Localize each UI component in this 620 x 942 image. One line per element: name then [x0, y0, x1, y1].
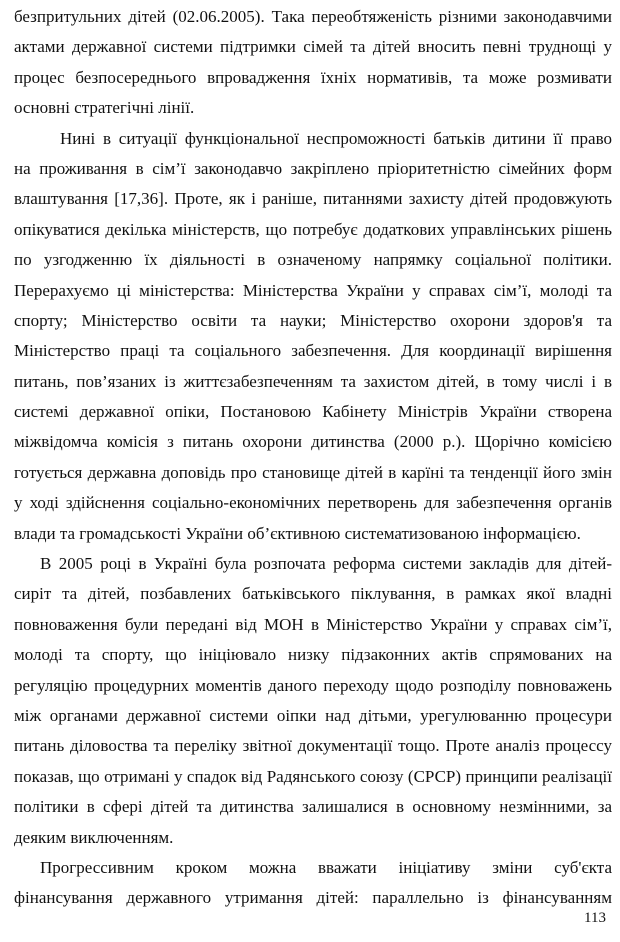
text-line: регуляцію процедурних моментів даного переходу щодо розподілу повноважень — [14, 675, 612, 695]
document-body — [14, 2, 612, 914]
text-line: влади та громадськості України об’єктивною систематизованою інформацією. — [14, 523, 581, 543]
paragraph — [14, 853, 612, 914]
text-line: молоді та спорту, що ініціювало низку підзаконних актів спрямованих на — [14, 645, 612, 665]
text-line: повноваження були передані від МОН в Міністерство України у справах сім’ї, — [14, 614, 612, 634]
text-line: фінансування державного утримання дітей: параллельно із фінансуванням — [14, 888, 612, 908]
text-line: по узгодженню їх діяльності в означеному напрямку соціальної політики. — [14, 250, 612, 270]
text-line: у ході здійснення соціально-економічних перетворень для забезпечення органів — [14, 493, 612, 513]
text-line: Прогрессивним кроком можна вважати ініціативу зміни суб'єкта — [40, 857, 612, 877]
text-line: опікуватися декілька міністерств, що потребує додаткових управлінських рішень — [14, 219, 612, 239]
text-line: спорту; Міністерство освіти та науки; Міністерство охорони здоров'я та — [14, 310, 612, 330]
text-line: на проживання в сім’ї законодавчо закріплено пріоритетністю сімейних форм — [14, 158, 612, 178]
text-line: системі державної опіки, Постановою Кабінету Міністрів України створена — [14, 402, 612, 422]
text-line: між органами державної системи оіпки над дітьми, урегулюванню процесури — [14, 705, 612, 725]
text-line: В 2005 році в Україні була розпочата реформа системи закладів для дітей- — [40, 554, 612, 574]
text-line: готується державна доповідь про становище дітей в карїні та тенденції його змін — [14, 462, 612, 482]
paragraph — [14, 549, 612, 853]
text-line: основні стратегічні лінії. — [14, 98, 195, 118]
paragraph — [14, 2, 612, 124]
text-line: Нині в ситуації функціональної неспроможності батьків дитини її право — [60, 128, 612, 148]
text-line: безпритульних дітей (02.06.2005). Така переобтяженість різними законодавчими — [14, 7, 612, 26]
text-line: деяким виключенням. — [14, 827, 174, 847]
text-line: влаштування [17,36]. Проте, як і раніше, питаннями захисту дітей продовжують — [14, 189, 612, 209]
text-line: показав, що отримані у спадок від Радянського союзу (СРСР) принципи реалізації — [14, 766, 612, 786]
text-line: міжвідомча комісія з питань охорони дитинства (2000 р.). Щорічно комісією — [14, 432, 612, 452]
text-line: сиріт та дітей, позбавлених батьківського піклування, в рамках якої владні — [14, 584, 612, 604]
text-line: питань діловоства та переліку звітної документації тощо. Проте аналіз процессу — [14, 736, 612, 756]
paragraph — [14, 124, 612, 549]
text-line: Міністерство праці та соціального забезпечення. Для координації вирішення — [14, 341, 612, 361]
text-line: питань, пов’язаних із життєзабезпеченням та захистом дітей, в тому числі і в — [14, 371, 612, 391]
text-line: Перерахуємо ці міністерства: Міністерства України у справах сім’ї, молоді та — [14, 280, 612, 300]
text-line: політики в сфері дітей та дитинства залишалися в основному незмінними, за — [14, 797, 612, 817]
text-line: актами державної системи підтримки сімей та дітей вносить певні труднощі у — [14, 37, 612, 57]
text-line: процес безпосереднього впровадження їхніх нормативів, та може розмивати — [14, 67, 612, 87]
page-number: 113 — [584, 910, 606, 926]
